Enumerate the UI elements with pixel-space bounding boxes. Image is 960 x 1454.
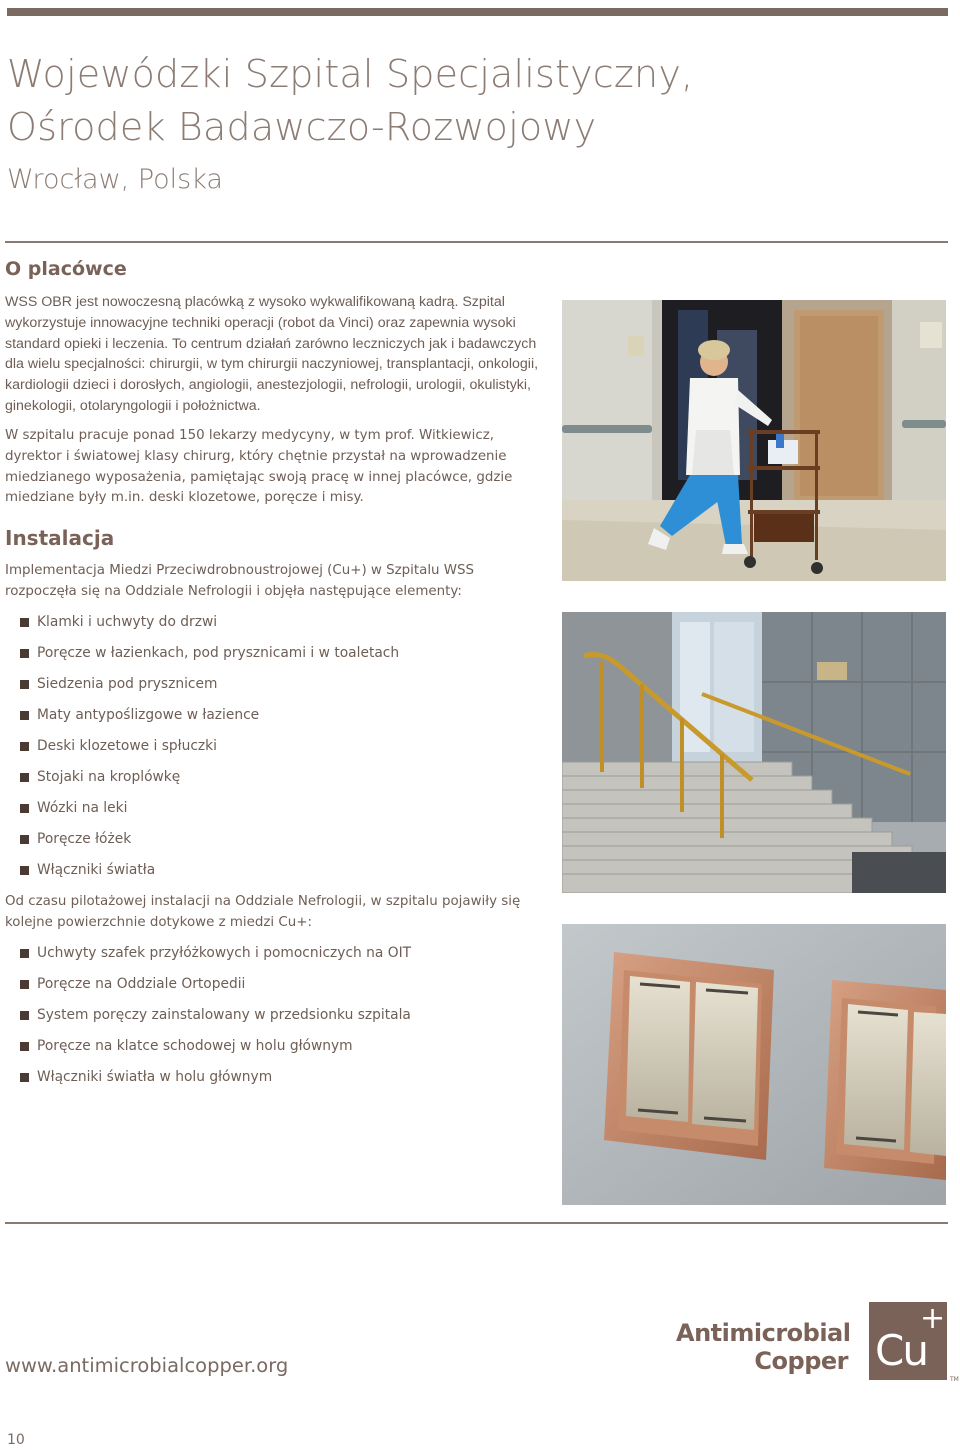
list-item (5, 827, 545, 858)
installation-followup: Od czasu pilotażowej instalacji na Oddziale Nefrologii, w szpitalu pojawiły się kolejne powierzchnie dotykowe z miedzi Cu+: (5, 894, 521, 930)
bullet-square-icon (20, 1073, 29, 1082)
bullet-square-icon (20, 866, 29, 875)
installation-list-1 (5, 610, 545, 889)
list-item (5, 672, 545, 703)
trademark-mark: TM (950, 1376, 959, 1383)
bullet-square-icon (20, 618, 29, 627)
website-link[interactable]: www.antimicrobialcopper.org (5, 1354, 289, 1377)
title-line-2: Ośrodek Badawczo-Rozwojowy (7, 105, 597, 149)
bullet-square-icon (20, 1042, 29, 1051)
light-switches-illustration (562, 924, 946, 1205)
bullet-square-icon (20, 773, 29, 782)
list-item-label: Deski klozetowe i spłuczki (37, 738, 217, 754)
bullet-square-icon (20, 680, 29, 689)
staircase-illustration (562, 612, 946, 893)
about-paragraph-2: W szpitalu pracuje ponad 150 lekarzy medycyny, w tym prof. Witkiewicz, dyrektor i światowej klasy chirurg, który chętnie przystał na wprowadzenie miedzianego wyposażenia, pamiętając swoją pracę w innej placówce, gdzie miedziane były m.in. deski klozetowe, poręcze i misy. (5, 428, 513, 506)
bullet-square-icon (20, 980, 29, 989)
list-item (5, 972, 545, 1003)
cu-plus-logo (869, 1302, 947, 1380)
nurse-cart-illustration (562, 300, 946, 581)
list-item (5, 1003, 545, 1034)
installation-intro: Implementacja Miedzi Przeciwdrobnoustrojowej (Cu+) w Szpitalu WSS rozpoczęła się na Oddziale Nefrologii i objęła następujące elementy: (5, 563, 475, 599)
page-subtitle: Wrocław, Polska (7, 164, 223, 195)
list-item (5, 610, 545, 641)
photo-nurse-with-cart (562, 300, 946, 581)
logo-cu-text: Cu (875, 1326, 927, 1375)
bullet-square-icon (20, 649, 29, 658)
bullet-square-icon (20, 804, 29, 813)
installation-heading: Instalacja (5, 526, 115, 550)
bullet-square-icon (20, 949, 29, 958)
list-item (5, 1034, 545, 1065)
list-item-label: Maty antypoślizgowe w łazience (37, 707, 260, 723)
list-item (5, 641, 545, 672)
list-item-label: Stojaki na kroplówkę (37, 769, 181, 785)
list-item (5, 941, 545, 972)
logo-plus-sign: + (920, 1301, 946, 1336)
list-item-label: Poręcze w łazienkach, pod prysznicami i w toaletach (37, 645, 400, 661)
list-item-label: Włączniki światła (37, 862, 156, 878)
list-item-label: Siedzenia pod prysznicem (37, 676, 218, 692)
bullet-square-icon (20, 742, 29, 751)
divider-bottom (5, 1222, 948, 1224)
about-paragraph-1: WSS OBR jest nowoczesną placówką z wysoko wykwalifikowaną kadrą. Szpital wykorzystuje innowacyjne techniki operacji (robot da Vinci) oraz zapewnia wysoki standard opieki i leczenia. To centrum działań zarówno leczniczych jak i badawczych dla wielu specjalności: chirurgii, w tym chirurgii naczyniowej, transplantacji, onkologii, kardiologii dzieci i dorosłych, angiologii, anestezjologii, nefrologii, urologii, okulistyki, ginekologii, otolaryngologii i położnictwa. (5, 294, 539, 414)
about-heading: O placówce (5, 258, 127, 280)
list-item (5, 765, 545, 796)
list-item (5, 1065, 545, 1096)
list-item (5, 703, 545, 734)
brand-line-1: Antimicrobial (676, 1319, 851, 1347)
list-item-label: Wózki na leki (37, 800, 128, 816)
list-item-label: Poręcze na Oddziale Ortopedii (37, 976, 246, 992)
list-item (5, 858, 545, 889)
list-item-label: Klamki i uchwyty do drzwi (37, 614, 218, 630)
top-bar (7, 8, 948, 16)
photo-staircase-handrails (562, 612, 946, 893)
installation-list-2 (5, 941, 545, 1096)
photo-copper-light-switches (562, 924, 946, 1205)
bullet-square-icon (20, 711, 29, 720)
list-item-label: Poręcze na klatce schodowej w holu głównym (37, 1038, 353, 1054)
bullet-square-icon (20, 835, 29, 844)
divider-top (5, 241, 948, 243)
list-item-label: Uchwyty szafek przyłóżkowych i pomocniczych na OIT (37, 945, 412, 961)
bullet-square-icon (20, 1011, 29, 1020)
list-item-label: System poręczy zainstalowany w przedsionku szpitala (37, 1007, 411, 1023)
brand-line-2: Copper (754, 1347, 848, 1375)
list-item-label: Poręcze łóżek (37, 831, 132, 847)
brand-wordmark (676, 1319, 851, 1375)
list-item-label: Włączniki światła w holu głównym (37, 1069, 273, 1085)
title-line-1: Wojewódzki Szpital Specjalistyczny, (7, 52, 694, 96)
list-item (5, 734, 545, 765)
page-title (7, 48, 907, 154)
page-number: 10 (7, 1432, 25, 1448)
list-item (5, 796, 545, 827)
